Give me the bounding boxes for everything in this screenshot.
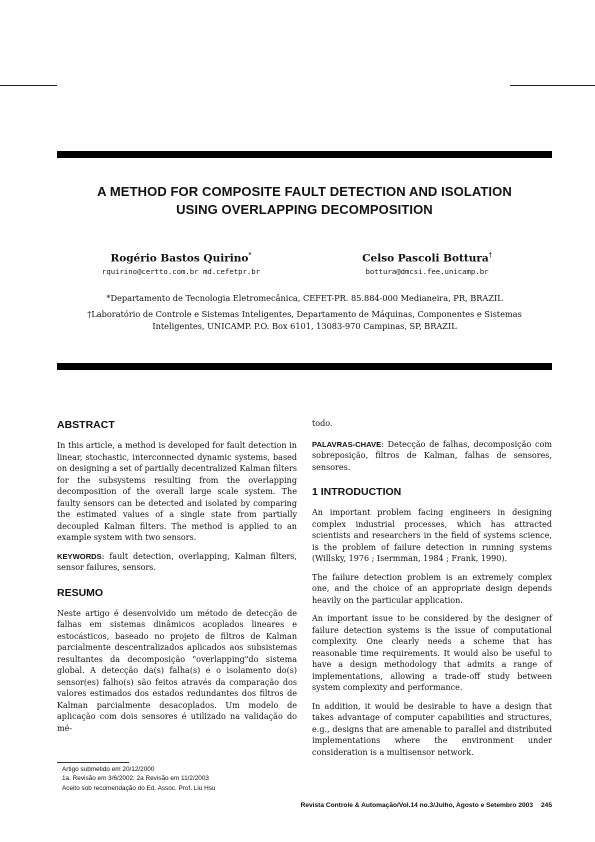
intro-paragraph-3: An important issue to be considered by the designer of failure detection systems is the issue of computational complexity. One clearly needs a scheme that has reasonable time requirements. It would also be useful to have a design methodology that admits a range of implementations, allowing a trade-off study between system complexity and performance. bbox=[312, 614, 552, 692]
left-column bbox=[57, 418, 297, 741]
title-top-bar bbox=[57, 151, 552, 158]
author-1 bbox=[72, 249, 290, 278]
palavras-chave-text: : Detecção de falhas, decomposição com sobreposição, filtros de Kalman, falhas de sensores, sensores. bbox=[312, 439, 552, 472]
affiliation-1: *Departamento de Tecnologia Eletromecânica, CEFET-PR. 85.884-000 Medianeira, PR, BRAZIL bbox=[106, 293, 503, 303]
intro-paragraph-4: In addition, it would be desirable to have a design that takes advantage of computer capabilities and structures, e.g., designs that are amenable to parallel and distributed implementations where the environment under consideration is a multisensor network. bbox=[312, 701, 552, 757]
author-1-email: rquirino@certto.com.br md.cefetpr.br bbox=[101, 266, 261, 276]
keywords-text: : fault detection, overlapping, Kalman filters, sensor failures, sensors. bbox=[57, 551, 297, 572]
footnote-submitted: Artigo submetido em 20/12/2000 bbox=[62, 766, 155, 773]
paper-title bbox=[57, 183, 552, 219]
author-2 bbox=[322, 249, 532, 278]
resumo-heading: RESUMO bbox=[57, 586, 104, 599]
right-column bbox=[312, 418, 552, 765]
abstract-heading: ABSTRACT bbox=[57, 419, 115, 431]
resumo-text: Neste artigo é desenvolvido um método de detecção de falhas em sistemas dinâmicos acoplados lineares e estocásticos, baseado no projeto de filtros de Kalman parcialmente descentralizados aplicados aos subsistemas resultantes da decomposição "overlapping"do sistema global. A detecção da(s) falha(s) e o isolamento do(s) sensor(es) falho(s) são feitos através da comparação dos valores estimados dos estados redundantes dos filtros de Kalman parcialmente desacoplados. Um modelo de aplicação com dois sensores é utilizado na validação do mé- bbox=[57, 608, 297, 733]
affiliation-2-line-2: Inteligentes, UNICAMP. P.O. Box 6101, 13083-970 Campinas, SP, BRAZIL bbox=[152, 321, 457, 331]
title-bottom-bar bbox=[57, 363, 552, 370]
abstract-text: In this article, a method is developed for fault detection in linear, stochastic, interconnected dynamic systems, based on designing a set of partially decentralized Kalman filters for the subsystems resulting from the overlapping decomposition of the overall large scale system. The faulty sensors can be detected and isolated by comparing the estimated values of a single state from partially decoupled Kalman filters. The method is applied to an example system with two sensors. bbox=[57, 441, 297, 542]
palavras-chave-label: PALAVRAS-CHAVE bbox=[312, 439, 382, 449]
introduction-heading: 1 INTRODUCTION bbox=[312, 486, 402, 498]
title-line-2: USING OVERLAPPING DECOMPOSITION bbox=[176, 202, 433, 217]
footnote-accepted: Aceito sob recomendação do Ed. Assoc. Prof. Liu Hsu bbox=[62, 784, 216, 792]
running-footer bbox=[301, 802, 552, 809]
intro-paragraph-1: An important problem facing engineers in designing complex industrial processes, which has attracted scientists and researchers in the field of systems science, is the problem of failure detection in running systems (Willsky, 1976 ; Isermman, 1984 ; Frank, 1990). bbox=[312, 508, 552, 563]
footnote-rule bbox=[57, 762, 129, 763]
header-rule-right bbox=[510, 85, 595, 86]
author-1-mark: * bbox=[248, 252, 252, 259]
resumo-keywords bbox=[312, 439, 552, 474]
footnote-revisions: 1a. Revisão em 3/6/2002; 2a Revisão em 11/2/2003 bbox=[62, 775, 209, 783]
keywords-label: KEYWORDS bbox=[57, 551, 102, 561]
author-2-name: Celso Pascoli Bottura bbox=[362, 252, 489, 265]
author-2-email: bottura@dmcsi.fee.unicamp.br bbox=[365, 266, 489, 276]
journal-citation: Revista Controle & Automação/Vol.14 no.3/Julho, Agosto e Setembro 2003 bbox=[300, 802, 533, 809]
resumo-continuation: todo. bbox=[312, 419, 333, 428]
page-number: 245 bbox=[540, 802, 552, 809]
affiliation-2-line-1: †Laboratório de Controle e Sistemas Inteligentes, Departamento de Máquinas, Componentes e Sistemas bbox=[87, 309, 522, 319]
header-rule-left bbox=[0, 85, 57, 86]
abstract-keywords bbox=[57, 551, 297, 574]
intro-paragraph-2: The failure detection problem is an extremely complex one, and the choice of an appropriate design depends heavily on the particular application. bbox=[312, 572, 552, 605]
author-1-name: Rogério Bastos Quirino bbox=[110, 252, 249, 265]
affiliation-2 bbox=[57, 308, 552, 332]
title-line-1: A METHOD FOR COMPOSITE FAULT DETECTION AND ISOLATION bbox=[97, 184, 512, 199]
footnotes bbox=[62, 765, 215, 793]
author-2-mark: † bbox=[488, 252, 492, 259]
